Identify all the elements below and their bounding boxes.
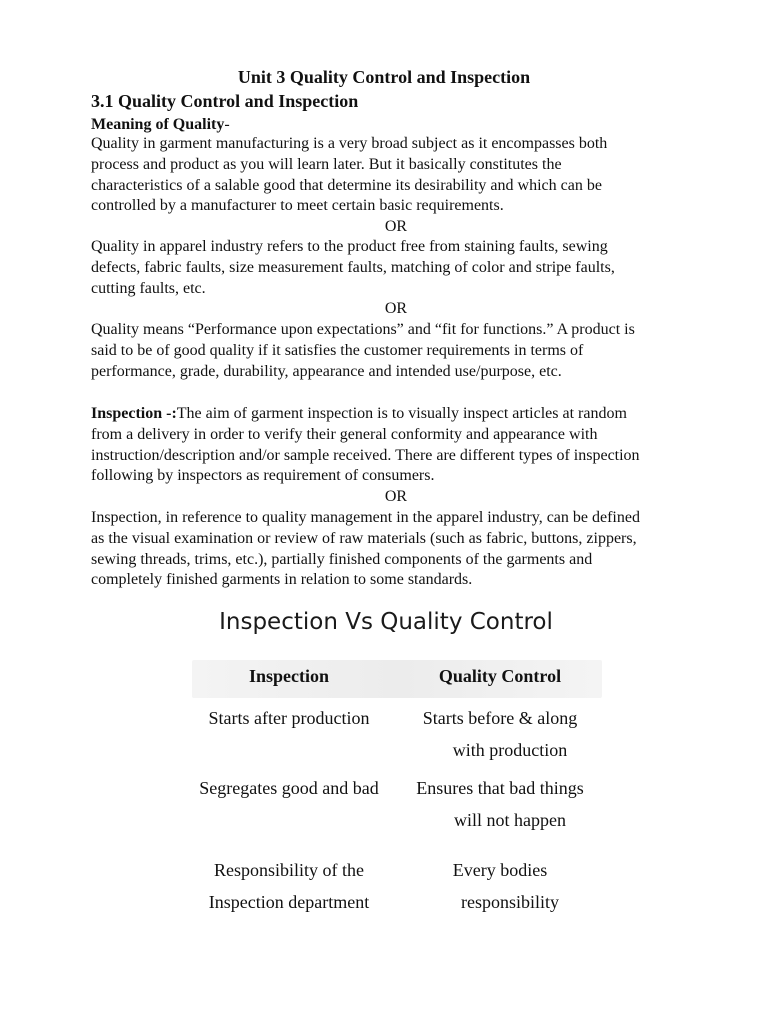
text-line: Quality in garment manufacturing is a very broad subject as it encompasses both xyxy=(91,135,608,152)
or-separator: OR xyxy=(384,218,408,236)
text-line: cutting faults, etc. xyxy=(91,279,206,297)
table-cell-quality-control: responsibility xyxy=(461,892,559,912)
column-header-quality-control: Quality Control xyxy=(438,666,562,686)
inspection-paragraph-1 xyxy=(91,404,701,508)
text-line-rest: The aim of garment inspection is to visually inspect articles at random xyxy=(176,405,627,422)
comparison-title: Inspection Vs Quality Control xyxy=(219,609,553,635)
text-line: said to be of good quality if it satisfies the customer requirements in terms of xyxy=(91,341,584,359)
column-header-inspection: Inspection xyxy=(248,666,329,686)
text-line: following by inspectors as requirement of consumers. xyxy=(91,467,435,485)
quality-paragraph-1 xyxy=(91,134,701,238)
meaning-heading-suffix: - xyxy=(224,116,230,133)
or-separator: OR xyxy=(384,488,408,506)
text-line: from a delivery in order to verify their general conformity and appearance with xyxy=(91,425,598,443)
section-title: 3.1 Quality Control and Inspection xyxy=(91,91,359,111)
text-line: characteristics of a salable good that determine its desirability and which can be xyxy=(91,176,602,194)
text-line: completely finished garments in relation to some standards. xyxy=(91,571,473,589)
text-line: controlled by a manufacturer to meet certain basic requirements. xyxy=(91,197,504,215)
inspection-label: Inspection -: xyxy=(91,405,177,422)
text-line: as the visual examination or review of raw materials (such as fabric, buttons, zippers, xyxy=(91,529,637,547)
table-cell-quality-control: Every bodies xyxy=(452,860,548,880)
or-separator: OR xyxy=(384,300,408,318)
meaning-heading-label: Meaning of Quality xyxy=(91,116,225,133)
text-line: defects, fabric faults, size measurement faults, matching of color and stripe faults, xyxy=(91,258,615,276)
quality-paragraph-3 xyxy=(91,320,701,382)
text-line: Quality in apparel industry refers to the product free from staining faults, sewing xyxy=(91,238,608,255)
text-line: Quality means “Performance upon expectations” and “fit for functions.” A product is xyxy=(91,321,635,338)
inspection-paragraph-2 xyxy=(91,508,701,591)
table-cell-inspection: Inspection department xyxy=(208,892,370,912)
table-cell-quality-control: will not happen xyxy=(454,810,566,830)
table-cell-quality-control: Starts before & along xyxy=(422,708,578,728)
text-line: instruction/description and/or sample received. There are different types of inspection xyxy=(91,446,640,464)
text-line xyxy=(91,404,701,425)
table-cell-inspection: Starts after production xyxy=(208,708,370,728)
quality-paragraph-2 xyxy=(91,237,701,320)
table-cell-quality-control: Ensures that bad things xyxy=(416,778,584,798)
text-line: process and product as you will learn later. But it basically constitutes the xyxy=(91,155,562,173)
text-line: Inspection, in reference to quality management in the apparel industry, can be defined xyxy=(91,509,640,526)
table-cell-quality-control: with production xyxy=(452,740,568,760)
table-cell-inspection: Responsibility of the xyxy=(214,860,364,880)
text-line: sewing threads, trims, etc.), partially finished components of the garments and xyxy=(91,550,593,568)
unit-title: Unit 3 Quality Control and Inspection xyxy=(237,67,531,87)
meaning-heading xyxy=(91,115,230,135)
text-line: performance, grade, durability, appearance and intended use/purpose, etc. xyxy=(91,362,562,380)
table-cell-inspection: Segregates good and bad xyxy=(199,778,379,798)
